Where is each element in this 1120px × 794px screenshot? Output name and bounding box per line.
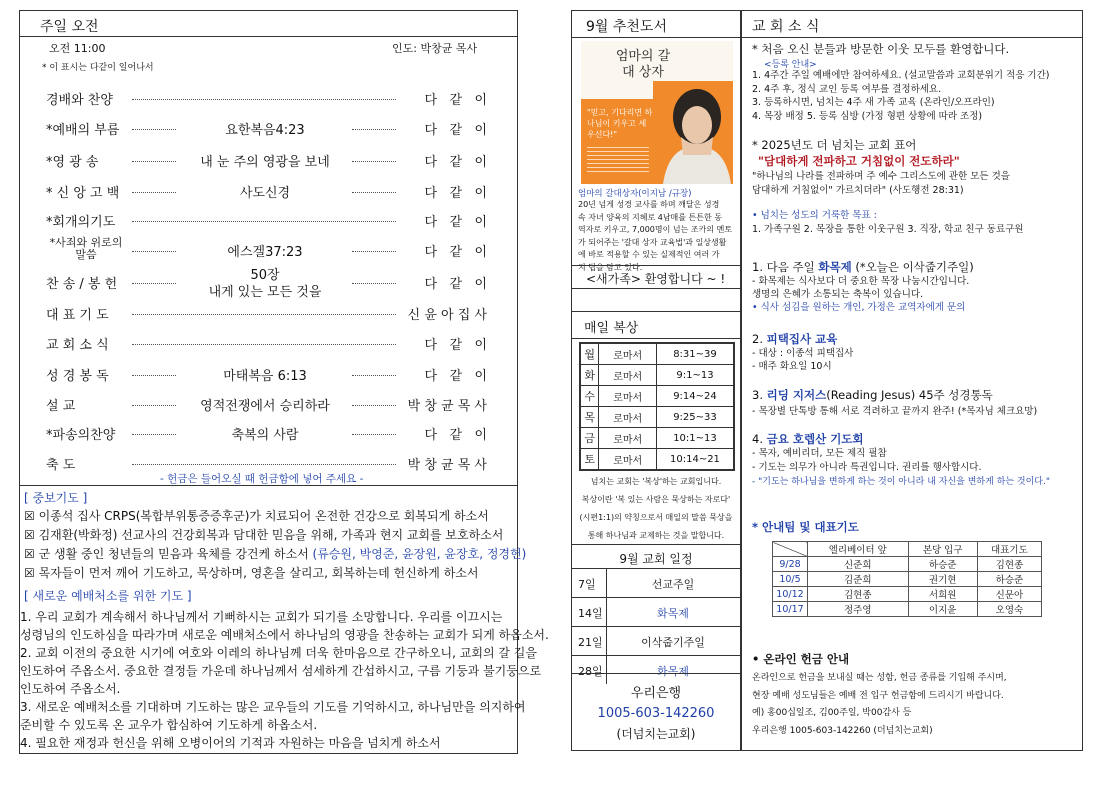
usher-row: [773, 602, 1042, 617]
news-2-highlight: 피택집사 교육: [766, 332, 838, 346]
news-1-line: - 화목제는 식사보다 더 중요한 목장 나눔시간입니다.: [752, 276, 970, 287]
new-place-line: 3. 새로운 예배처소를 기대하며 기도하는 많은 교우들의 기도를 기억하시고, 하나님만을 의지하여: [20, 700, 526, 714]
order-label: * 신 앙 고 백: [46, 186, 120, 201]
order-label: *회개의기도: [46, 215, 116, 230]
order-label: *영 광 송: [46, 155, 99, 170]
daily-book: 로마서: [599, 365, 656, 386]
usher-row: [773, 572, 1042, 587]
daily-reading-row: [580, 386, 734, 407]
order-label: 성 경 봉 독: [46, 369, 109, 384]
goal-head: • 넘치는 성도의 거룩한 목표 :: [752, 210, 877, 221]
daily-ref: 8:31~39: [656, 343, 734, 365]
intercession-item: ☒ 목자들이 먼저 깨어 기도하고, 묵상하며, 영혼을 살리고, 회복하는데 헌신하게 하소서: [24, 566, 479, 580]
new-place-line: 4. 필요한 재정과 헌신을 위해 오병이어의 기적과 자원하는 마음을 넘치게 하소서: [20, 736, 441, 750]
bank-box: [572, 673, 740, 751]
usher-date: 9/28: [773, 557, 808, 572]
welcome-bar: [572, 265, 740, 289]
news-2-line: - 대상 : 이종석 피택집사: [752, 348, 854, 359]
worship-order-item: [20, 89, 517, 113]
worship-order-item: [20, 268, 517, 300]
order-leader: 신 윤 아 집 사: [407, 308, 487, 323]
order-leader-dots: [132, 314, 396, 315]
book-cover-lines: [587, 147, 649, 173]
book-cover-woman-photo: [653, 81, 733, 184]
news-3-prefix: 3.: [752, 388, 767, 402]
usher-title: * 안내팀 및 대표기도: [752, 520, 859, 534]
schedule-row: [572, 597, 740, 626]
order-leader-dots: [132, 344, 396, 345]
schedule-date-col: [606, 568, 607, 684]
registration-guide-title: <등록 안내>: [764, 60, 817, 70]
worship-order-item: [20, 182, 517, 206]
registration-step: 2. 4주 후, 정식 교인 등록 여부를 결정하세요.: [752, 83, 942, 95]
intercession-title: [ 중보기도 ]: [24, 491, 88, 505]
news-2-line: - 매주 화요일 10시: [752, 361, 832, 372]
book-cover-title: 엄마의 갈대 상자: [615, 49, 671, 80]
news-4-line: - 기도는 의무가 아니라 특권입니다. 권리를 행사합시다.: [752, 462, 982, 473]
worship-title: 주일 오전: [40, 19, 99, 35]
order-content: 사도신경: [239, 186, 291, 201]
order-leader-dots: [352, 192, 396, 193]
usher-row: [773, 557, 1042, 572]
new-place-line: 성령님의 인도하심을 따라가며 새로운 예배처소에서 하나님의 영광을 찬송하는 교회가 되게 하옵소서.: [20, 628, 549, 642]
online-line: 현장 예배 성도님들은 예배 전 입구 헌금함에 드리시기 바랍니다.: [752, 690, 1004, 701]
daily-reading-row: [580, 428, 734, 449]
order-leader-dots: [132, 129, 176, 130]
book-desc-line: 역자로 키우고, 7,000명이 넘는 조카의 멘토: [578, 225, 733, 234]
usher-name: 김현종: [977, 557, 1041, 572]
order-leader: 다 같 이: [424, 277, 487, 292]
news-item-4: [752, 431, 864, 447]
schedule-date: 14일: [578, 607, 603, 620]
motto-verse-line: 담대하게 거침없이" 가르치더라" (사도행전 28:31): [752, 184, 964, 196]
daily-ref: 9:14~24: [656, 386, 734, 407]
intercession-list: [24, 507, 527, 597]
news-1-suffix: (*오늘은 이삭줍기주일): [851, 260, 974, 274]
schedule-row: [572, 626, 740, 655]
book-desc-line: 가 되어주는 '갈대 상자 교육법'과 일상생활: [578, 237, 727, 247]
worship-divider: [20, 485, 517, 486]
news-4-line: - 목자, 예비리더, 모든 제직 필참: [752, 448, 887, 459]
schedule-event: 이삭줍기주일: [641, 636, 705, 649]
goal-line: 1. 가족구원 2. 목장을 통한 이웃구원 3. 직장, 학교 친구 동료구원: [752, 224, 1024, 235]
registration-step: 1. 4주간 주일 예배에만 참여하세요. (설교말씀과 교회분위기 적응 기간): [752, 70, 1050, 81]
order-content: 영적전쟁에서 승리하라: [200, 399, 330, 414]
daily-reading-row: [580, 407, 734, 428]
order-label: *사죄와 위로의 말씀: [49, 236, 123, 261]
online-line: 예) 홍00십일조, 김00주일, 박00감사 등: [752, 708, 912, 718]
usher-row: [773, 587, 1042, 602]
welcome-text: <새가족> 환영합니다 ~ !: [586, 272, 726, 286]
usher-name: 하승준: [977, 572, 1041, 587]
motto-head: * 2025년도 더 넘치는 교회 표어: [752, 138, 917, 152]
daily-reading-row: [580, 365, 734, 386]
worship-order-item: [20, 236, 517, 265]
order-label: 설 교: [46, 399, 76, 414]
order-label: 교 회 소 식: [46, 338, 109, 353]
book-desc-line: 지 팁을 담고 있다.: [578, 262, 643, 272]
order-leader: 다 같 이: [424, 93, 487, 108]
daily-book: 로마서: [599, 428, 656, 449]
order-leader: 다 같 이: [424, 215, 487, 230]
order-leader-dots: [352, 161, 396, 162]
news-3-suffix: (Reading Jesus) 45주 성경통독: [826, 388, 993, 402]
order-label: 찬 송 / 봉 헌: [46, 277, 118, 292]
soldiers-prayer: ☒ 군 생활 중인 청년들의 믿음과 육체를 강건케 하소서: [24, 547, 313, 561]
news-2-prefix: 2.: [752, 332, 767, 346]
usher-name: 권기현: [908, 572, 977, 587]
schedule: [572, 544, 740, 678]
news-1-prefix: 1. 다음 주일: [752, 260, 819, 274]
new-place-line: 인도하여 주옵소서. 중요한 결정들 가운데 하나님께서 섬세하게 간섭하시고, 구름 기둥과 불기둥으로: [20, 664, 542, 678]
order-content: 마태복음 6:13: [223, 369, 307, 384]
news-1-body: [752, 275, 969, 314]
order-leader: 다 같 이: [424, 155, 487, 170]
usher-column-header: 엘리베이터 앞: [808, 542, 909, 557]
stand-note: * 이 표시는 다같이 일어나서: [42, 63, 154, 73]
news-item-2: [752, 331, 837, 347]
intercession-item: [24, 545, 526, 562]
registration-step: 4. 목장 배정 5. 등록 심방 (가정 형편 상황에 따라 조정): [752, 110, 983, 122]
intercession-item: ☒ 이종석 집사 CRPS(복합부위통증증후군)가 치료되어 온전한 건강으로 회복되게 하소서: [24, 509, 489, 523]
daily-ref: 10:14~21: [656, 449, 734, 471]
schedule-event: 선교주일: [651, 578, 695, 591]
news-item-3: [752, 387, 993, 403]
worship-order-item: [20, 424, 517, 448]
order-leader-dots: [132, 464, 396, 465]
book-desc-line: 에 바로 적용할 수 있는 실제적인 여러 가: [578, 250, 720, 259]
worship-order-item: [20, 119, 517, 143]
news-3-highlight: 리딩 지저스: [766, 388, 827, 402]
usher-name: 김준희: [808, 572, 909, 587]
order-leader-dots: [132, 192, 176, 193]
usher-header-row: [773, 542, 1042, 557]
daily-book: 로마서: [599, 449, 656, 471]
daily-book: 로마서: [599, 407, 656, 428]
usher-name: 이지윤: [908, 602, 977, 617]
usher-name: 신준희: [808, 557, 909, 572]
worship-order-item: [20, 211, 517, 235]
order-content: 내 눈 주의 영광을 보네: [200, 155, 330, 170]
motto-verse-line: "하나님의 나라를 전파하며 주 예수 그리스도에 관한 모든 것을: [752, 171, 1010, 182]
order-leader: 박 창 균 목 사: [407, 458, 487, 473]
book-description: [578, 199, 738, 274]
schedule-rows: [572, 568, 740, 688]
daily-day: 토: [580, 449, 599, 471]
daily-day: 월: [580, 343, 599, 365]
order-label: 대 표 기 도: [46, 308, 109, 323]
order-content: 요한복음4:23: [225, 123, 305, 138]
schedule-date: 21일: [578, 636, 603, 649]
online-offering-body: [752, 670, 1007, 740]
order-content-hymn: 내게 있는 모든 것을: [208, 285, 322, 300]
bank-account: 1005-603-142260: [597, 706, 715, 721]
news-3-body: - 목장별 단톡방 통해 서로 격려하고 끝까지 완주! (*목자님 체크요망): [752, 406, 1038, 417]
order-leader-dots: [352, 405, 396, 406]
news-1-line: 생명의 은혜가 소통되는 축복이 있습니다.: [752, 289, 924, 300]
news-4-highlight: 금요 호렙산 기도회: [766, 432, 864, 446]
welcome-spacer: [572, 311, 740, 312]
usher-corner-cell: [773, 542, 808, 557]
news-4-body: [752, 447, 1050, 489]
new-place-line: 2. 교회 이전의 중요한 시기에 여호와 이레의 하나님께 더욱 한마음으로 간구하오니, 교회의 갈 길을: [20, 646, 537, 660]
usher-date: 10/5: [773, 572, 808, 587]
order-leader: 다 같 이: [424, 123, 487, 138]
service-time: 오전 11:00: [49, 42, 106, 55]
order-leader-dots: [352, 251, 396, 252]
daily-reading-row: [580, 343, 734, 365]
worship-order: [20, 11, 517, 481]
schedule-title: 9월 교회 일정: [619, 552, 693, 566]
usher-date: 10/17: [773, 602, 808, 617]
daily-ref: 10:1~13: [656, 428, 734, 449]
registration-guide: [752, 69, 1049, 123]
welcome-head: * 처음 오신 분들과 방문한 이웃 모두를 환영합니다.: [752, 42, 1010, 56]
schedule-date: 28일: [578, 665, 603, 678]
order-leader-dots: [132, 405, 176, 406]
order-leader: 다 같 이: [424, 369, 487, 384]
daily-day: 금: [580, 428, 599, 449]
usher-name: 서희원: [908, 587, 977, 602]
order-leader-dots: [352, 283, 396, 284]
usher-name: 김현종: [808, 587, 909, 602]
book-title-bar: [572, 11, 740, 38]
usher-name: 신문아: [977, 587, 1041, 602]
book-caption: 엄마의 갈대상자(이지남 /규장): [578, 189, 692, 199]
book-cover: [581, 41, 733, 184]
worship-order-item: [20, 151, 517, 175]
daily-ref: 9:1~13: [656, 365, 734, 386]
order-label: 경배와 찬양: [46, 93, 113, 108]
usher-date: 10/12: [773, 587, 808, 602]
online-line: 온라인으로 헌금을 보내실 때는 성함, 헌금 종류를 기입해 주시며,: [752, 673, 1007, 683]
usher-column-header: 본당 입구: [908, 542, 977, 557]
order-leader-dots: [132, 161, 176, 162]
soldiers-names: (류승원, 박영준, 윤장원, 윤장호, 정경헌): [312, 547, 527, 561]
motto-verse: [752, 170, 1010, 197]
news-2-body: [752, 347, 853, 373]
service-leader: 인도: 박창균 목사: [392, 42, 478, 55]
new-place-line: 1. 우리 교회가 계속해서 하나님께서 기뻐하시는 교회가 되기를 소망합니다. 우리를 이끄시는: [20, 610, 503, 624]
order-content: 에스겔37:23: [227, 245, 303, 260]
schedule-date: 7일: [578, 578, 596, 591]
daily-note: [572, 473, 740, 545]
schedule-row: [572, 568, 740, 597]
middle-panel: [571, 10, 741, 751]
order-label: *파송의찬양: [46, 428, 116, 443]
daily-note-line: (시편1:1)의 약칭으로서 매일의 말씀 묵상을: [579, 513, 733, 522]
news-item-1: [752, 259, 974, 275]
daily-day: 목: [580, 407, 599, 428]
usher-name: 정주영: [808, 602, 909, 617]
daily-day: 화: [580, 365, 599, 386]
worship-order-item: [20, 395, 517, 419]
order-leader: 박 창 균 목 사: [407, 399, 487, 414]
new-place-line: 인도하여 주옵소서.: [20, 682, 121, 696]
news-4-prefix: 4.: [752, 432, 767, 446]
order-leader-dots: [352, 129, 396, 130]
usher-table: [772, 541, 1042, 617]
usher-name: 오영숙: [977, 602, 1041, 617]
order-leader-dots: [132, 251, 176, 252]
news-1-highlight: 화목제: [818, 260, 852, 274]
schedule-title-row: [572, 544, 740, 568]
order-leader-dots: [132, 375, 176, 376]
order-leader: 다 같 이: [424, 186, 487, 201]
news-4-quote: - "기도는 하나님을 변하게 하는 것이 아니라 내 자신을 변하게 하는 것이다.": [752, 477, 1050, 487]
daily-day: 수: [580, 386, 599, 407]
worship-order-item: [20, 304, 517, 328]
schedule-event: 화목제: [657, 607, 689, 620]
order-leader-dots: [132, 221, 396, 222]
usher-name: 하승준: [908, 557, 977, 572]
registration-step: 3. 등록하시면, 넘치는 4주 새 가족 교육 (온라인/오프라인): [752, 97, 995, 108]
daily-table-frame: [572, 338, 740, 339]
new-place-prayers: [20, 608, 549, 758]
order-leader: 다 같 이: [424, 338, 487, 353]
order-leader-dots: [132, 99, 396, 100]
new-place-title: [ 새로운 예배처소를 위한 기도 ]: [24, 589, 192, 603]
daily-ref: 9:25~33: [656, 407, 734, 428]
order-leader: 다 같 이: [424, 428, 487, 443]
book-desc-line: 속 자녀 양육의 지혜로 4남매를 튼튼한 동: [578, 212, 722, 222]
order-leader-dots: [132, 434, 176, 435]
order-leader-dots: [352, 434, 396, 435]
new-place-line: 준비할 수 있도록 온 교우가 합심하여 기도하게 하옵소서.: [20, 718, 318, 732]
news-title-bar: [742, 11, 1082, 38]
bank-name: 우리은행: [630, 686, 682, 701]
daily-note-line: 통해 하나님과 교제하는 것을 말합니다.: [587, 531, 725, 540]
order-leader: 다 같 이: [424, 245, 487, 260]
worship-panel: [19, 10, 549, 754]
bank-holder: (더넘치는교회): [616, 727, 696, 741]
news-1-note: • 식사 섬김을 원하는 개인, 가정은 교역자에게 문의: [752, 302, 966, 313]
order-leader-dots: [132, 283, 176, 284]
online-line: 우리은행 1005-603-142260 (더넘치는교회): [752, 725, 933, 736]
daily-reading-row: [580, 449, 734, 471]
daily-book: 로마서: [599, 386, 656, 407]
intercession-item: ☒ 김재환(박화정) 선교사의 건강회복과 담대한 믿음을 위해, 가족과 현지 교회를 보호하소서: [24, 528, 504, 542]
schedule-event: 화목제: [657, 665, 689, 678]
order-content: 축복의 사람: [231, 428, 299, 443]
news-panel: [741, 10, 1083, 751]
worship-order-item: [20, 334, 517, 358]
order-label: 축 도: [46, 458, 76, 473]
order-label: *예배의 부름: [46, 123, 120, 138]
book-cover-quote: "믿고, 기다리면 하나님이 키우고 세우신다!": [587, 108, 653, 139]
order-leader-dots: [352, 375, 396, 376]
online-offering-title: • 온라인 헌금 안내: [752, 652, 850, 666]
daily-note-line: 복상이란 '복 있는 사람은 묵상하는 자로다': [581, 495, 731, 504]
order-content: 50장: [250, 268, 280, 283]
worship-order-item: [20, 365, 517, 389]
news-title: 교 회 소 식: [752, 19, 820, 35]
usher-column-header: 대표기도: [977, 542, 1041, 557]
daily-reading-table: [579, 342, 735, 471]
motto: "담대하게 전파하고 거침없이 전도하라": [758, 154, 960, 168]
book-section-title: 9월 추천도서: [586, 19, 667, 35]
book-desc-line: 20년 넘게 성경 교사를 하며 깨달은 성경: [578, 200, 720, 209]
daily-title: 매일 복상: [584, 321, 639, 336]
daily-note-line: 넘치는 교회는 '복상'하는 교회입니다.: [590, 477, 722, 486]
offering-note: - 헌금은 들어오실 때 헌금함에 넣어 주세요 -: [160, 473, 364, 485]
daily-book: 로마서: [599, 343, 656, 365]
